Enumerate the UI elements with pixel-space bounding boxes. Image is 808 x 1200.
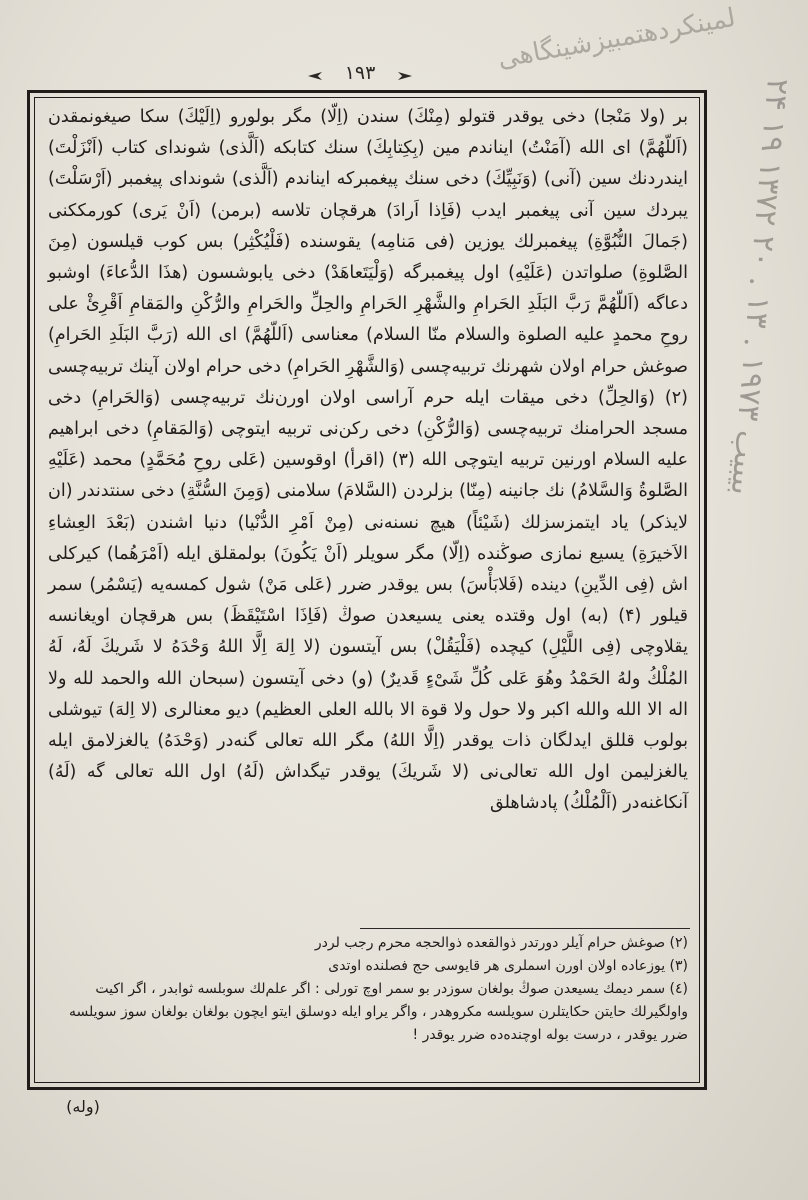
page-number: ۱۹۳ <box>300 62 420 90</box>
pencil-annotation-margin-text: ۲۴ بیبیب ۱۹۷۳ . ۱۳ . ۲۰ ۱۳۷۲ ۱۹ <box>723 76 795 497</box>
footnote-2: (۲) صوغش حرام آیلر دورتدر ذوالقعده ذوالحجه محرم رجب لردر <box>314 935 688 951</box>
footnote-3: (۳) یوزعاده اولان اورن اسملری هر قایوسی حج فصلنده اوتدی <box>328 958 688 974</box>
pencil-annotation-margin <box>723 76 805 1160</box>
main-text-block <box>48 102 688 922</box>
footnote-separator <box>360 928 690 929</box>
catchword: (وله) <box>66 1097 100 1116</box>
body-paragraph: بر (ولا مَنْجا) دخی یوقدر قتولو (مِنْكَ) سندن (اِلّا) مگر بولورو (اِلَیْكَ) سکا صیغونمقدن (اَللّهُمَّ) ای الله (آمَنْتُ) ایناندم مین (بِکِتابِكَ) سنك کتابکه (اَلَّذی) شوندای کتاب (اَنْزَلْتَ) ایندردنك سین (آنی) (وَنَبِیِّكَ) دخی سنك پیغمبرکه ایناندم (اَلَّذی) شوندای پیغمبر (اَرْسَلْتَ) یبردك سین آنی پیغمبر ایدب (فَاِذا اَرادَ) هرقچان تلاسه (برمن) (اَنْ یَری) کورمککنی (جَمالَ النُّبُوَّةِ) پیغمبرلك یوزین (فی مَنامِه) یقوسنده (فَلْیُکْثِر) بس کوب قیلسون (مِنَ الصَّلوةِ) صلواتدن (عَلَیْهِ) اول پیغمبرگه (وَلْیَتَعاهَدْ) دخی یابوشسون (هذَا الدُّعاءَ) اوشبو دعاگه (اَللّهُمَّ رَبَّ البَلَدِ الحَرامِ والشَّهْرِ الحَرامِ والحِلِّ والحَرامِ والرُّکْنِ والمَقامِ اَقْرِئْ علی روحِ محمدٍ علیه الصلوة والسلام منّا السلام) معناسی (اَللّهُمَّ) ای الله (رَبَّ البَلَدِ الحَرامِ) صوغش حرام اولان شهرنك تربیه‌چسی (وَالشَّهْرِ الحَرامِ) دخی حرام اولان آینك تربیه‌چسی (۲) (وَالحِلِّ) دخی میقات ایله حرم آراسی اولان اورن‌نك تربیه‌چسی (وَالحَرامِ) دخی مسجد الحرامنك تربیه‌چسی (وَالرُّکْنِ) دخی رکن‌نی تربیه ایتوچی (وَالمَقامِ) دخی ابراهیم علیه السلام اورنین تربیه ایتوچی الله (۳) (اقرأ) اوقوسین (عَلی روحِ مُحَمَّدٍ) محمد (عَلَیْهِ الصَّلوةُ وَالسَّلامُ) نك جانینه (مِنّا) بزلردن (السَّلامَ) سلامنی (وَمِنَ السُّنَّةِ) دخی سنتدندر (ان لایذکر) یاد ایتمزسزلك (شَیْئاً) هیچ نسنه‌نی (مِنْ اَمْرِ الدُّنْیا) دنیا اشندن (بَعْدَ العِشاءِ الاَخیرَةِ) یسیع نمازی صوڭنده (اِلّا) مگر سویلر (اَنْ یَکُونَ) بولمقلق ایله (اَمْرَهُما) کیرکلی اش (فِی الدِّینِ) دینده (فَلابَأْسَ) بس یوقدر ضرر (عَلی مَنْ) شول کمسه‌یه (یَسْمُر) سمر قیلور (۴) (به) اول وقتده یعنی یسیعدن صوڭ (فَاِذَا اسْتَیْقَظَ) بس هرقچان اویغانسه یقلاوچی (فِی اللَّیْلِ) کیچده (فَلْیَقُلْ) بس آیتسون (لا اِلهَ اِلَّا اللهُ وَحْدَهُ لا شَریكَ لَهُ، لَهُ المُلْكُ ولهُ الحَمْدُ وهُوَ عَلی کُلِّ شَیْءٍ قَدیرٌ) (و) دخی آیتسون (سبحان الله والحمد لله ولا اله الا الله والله اکبر ولا حول ولا قوة الا بالله العلی العظیم) دیو معنالری (لا اِلهَ) تیوشلی بولوب قللق ایدلگان ذات یوقدر (اِلَّا اللهُ) مگر الله تعالی گنه‌در (وَحْدَهُ) یالغزلامق ایله یالغزلیمن اول الله تعالی‌نی (لا شَریكَ) یوقدر تیگداش (لَهُ) اول الله تعالی گه (لَهُ) آنکاغنه‌در (اَلْمُلْكُ) پادشاهلق <box>48 107 689 814</box>
footnotes-block <box>60 932 688 1077</box>
footnote-4: (٤) سمر دیمك یسیعدن صوڭ بولغان سوزدر بو سمر اوچ تورلی : اگر علم‌لك سوبلسه ثوابدر ، اگر اکیت واولگیرلك حایتن حکایتلرن سویلسه مکروهدر ، واگر یراو ایله دوسلق ایتو ایچون بولغان بولغان سوز سویلسه ضرر یوقدر ، درست بوله اوچنده‌ده ضرر یوقدر ! <box>69 981 688 1043</box>
pencil-annotation-top: لمینکردهتمبیزشینگاهی <box>495 2 738 75</box>
